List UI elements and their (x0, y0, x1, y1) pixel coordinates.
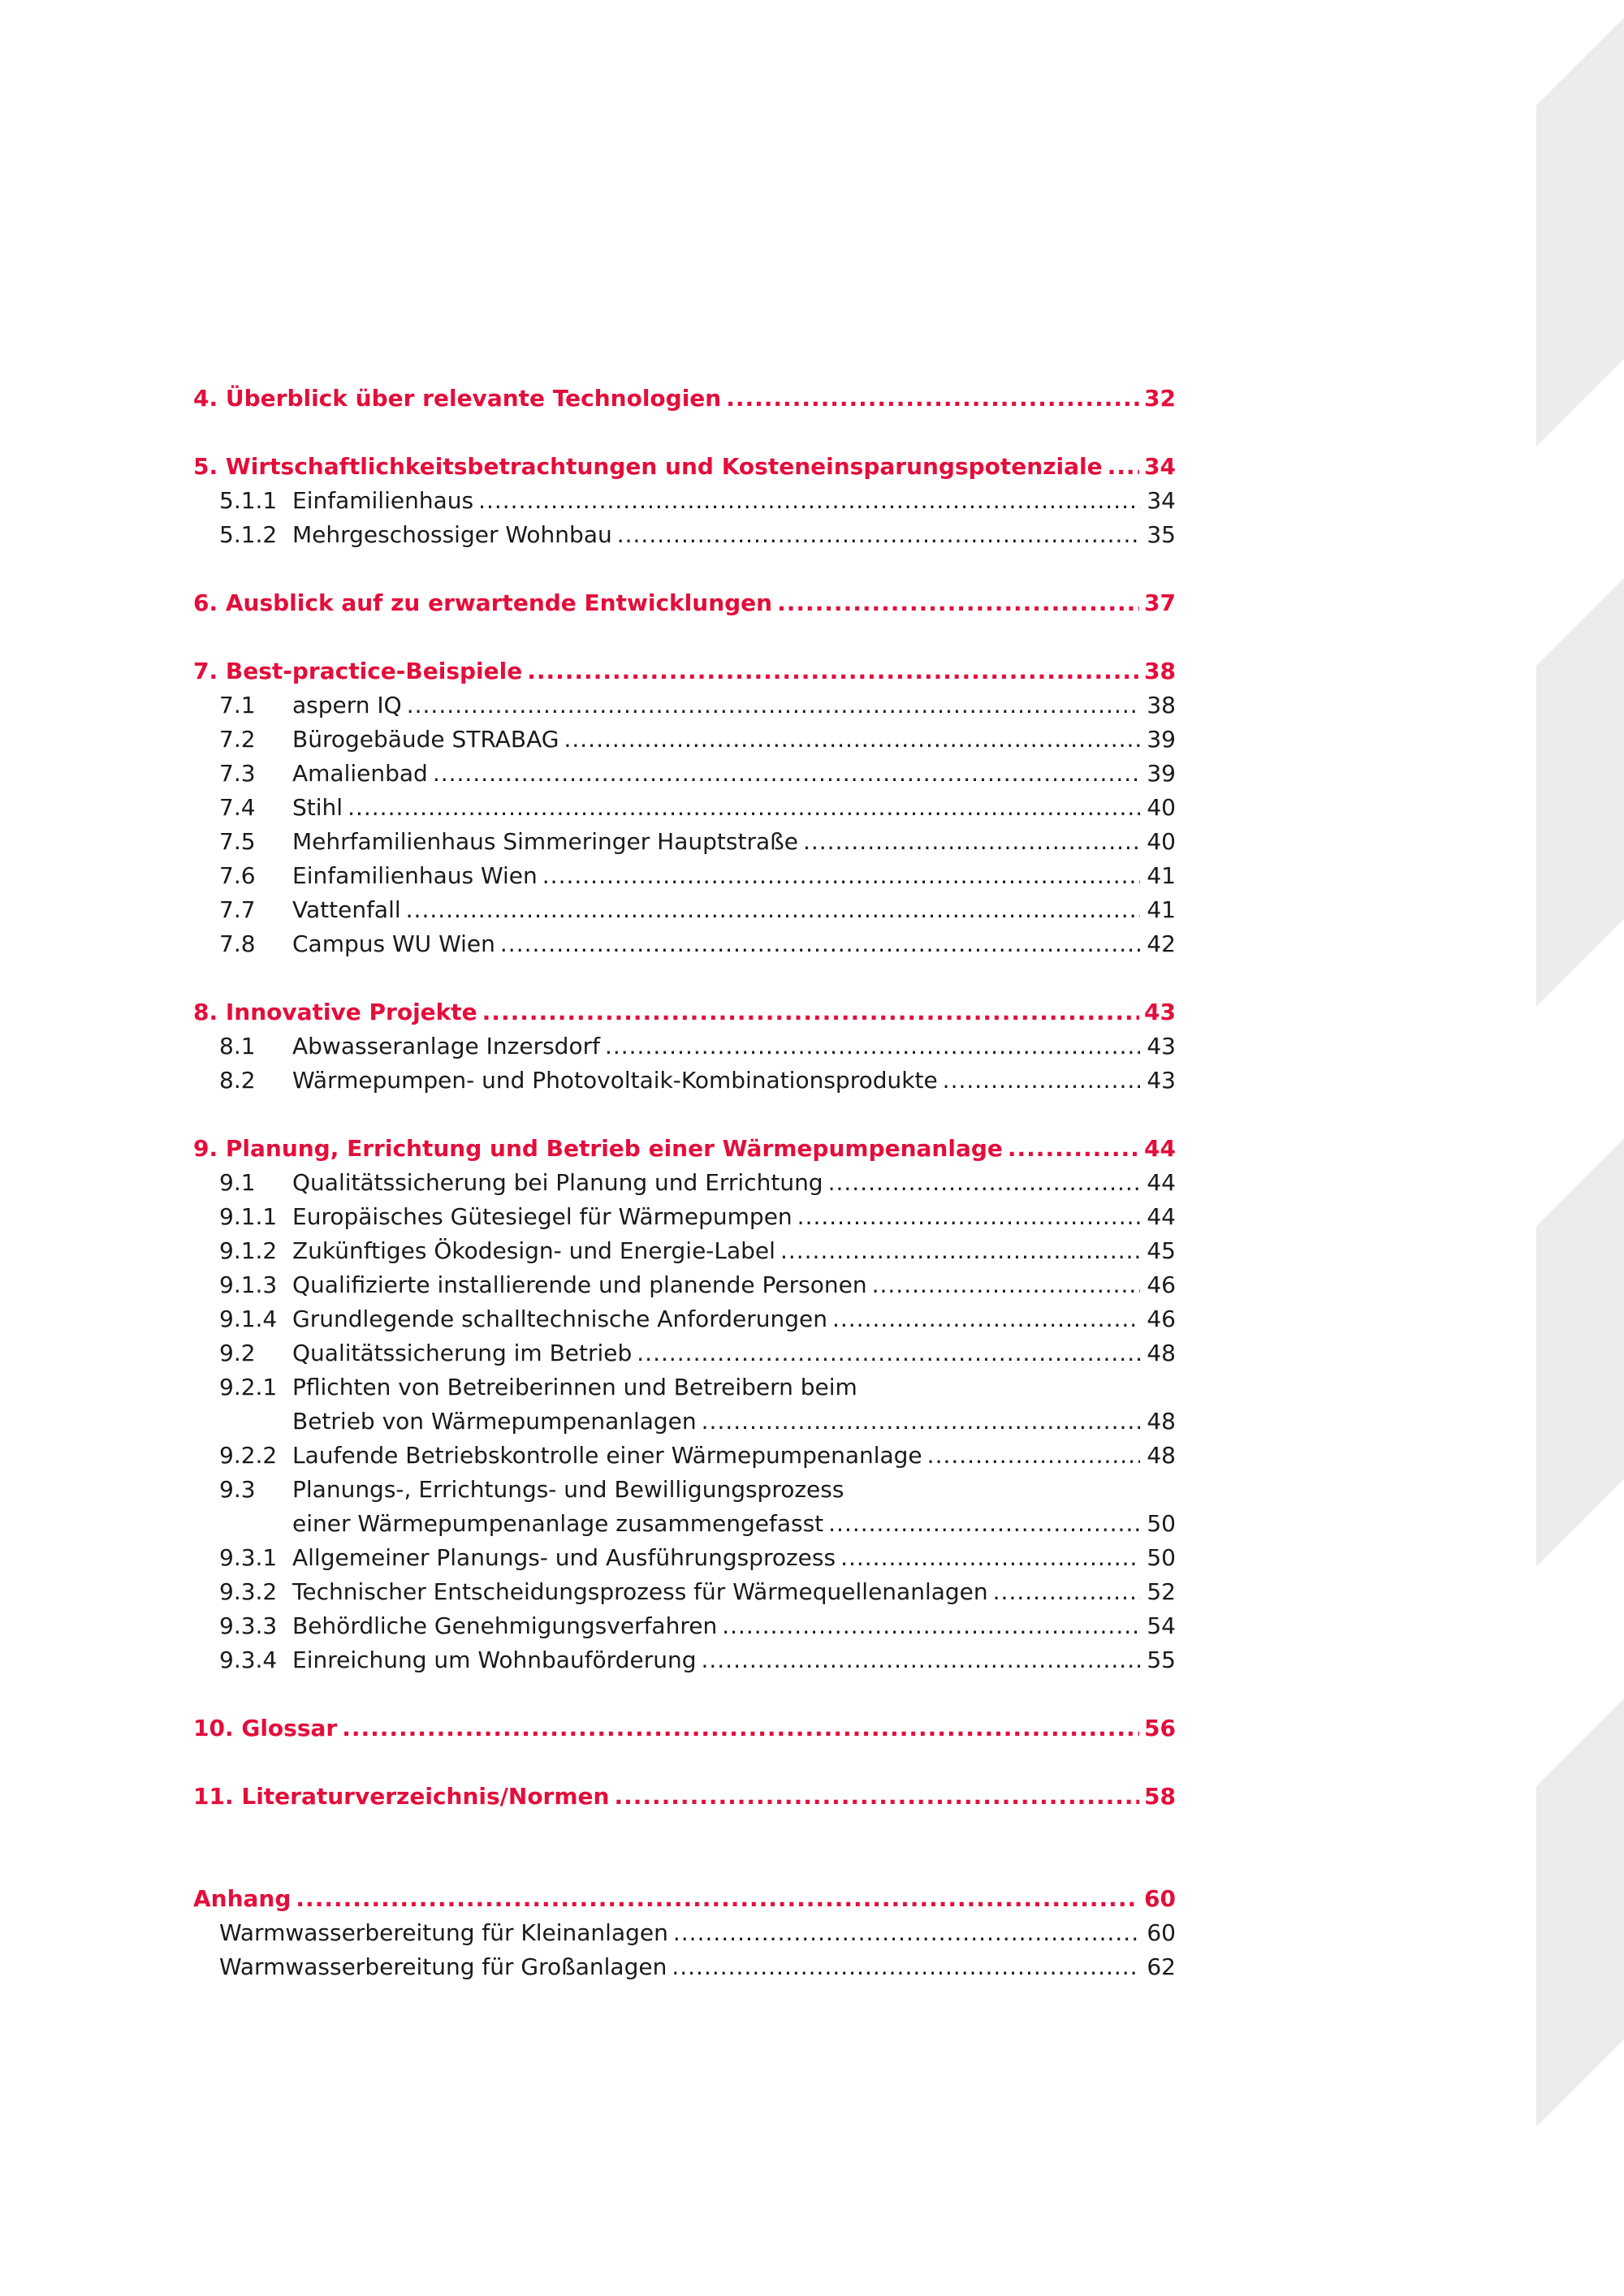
toc-heading-row[interactable] (193, 1780, 1176, 1814)
toc-entry-number: 9.3.2 (219, 1578, 278, 1605)
toc-dot-leader (702, 1405, 1140, 1439)
toc-entry-title: aspern IQ (292, 692, 402, 719)
toc-entry-row[interactable] (193, 1200, 1176, 1234)
toc-page-number: 44 (1147, 1203, 1176, 1230)
toc-entry-title: Abwasseranlage Inzersdorf (292, 1033, 600, 1060)
toc-entry-title: Behördliche Genehmigungsverfahren (292, 1612, 718, 1639)
decorative-stripes (1536, 0, 1624, 2296)
toc-entry-title: Allgemeiner Planungs- und Ausführungsprozess (292, 1544, 836, 1571)
toc-entry-title: Einfamilienhaus Wien (292, 862, 538, 889)
toc-entry-row[interactable] (193, 1302, 1176, 1336)
toc-page-number: 38 (1147, 692, 1176, 719)
toc-entry-row[interactable] (193, 927, 1176, 961)
toc-entry-row[interactable] (193, 1234, 1176, 1268)
toc-dot-leader (840, 1541, 1140, 1575)
toc-entry-number: 5.1.2 (219, 521, 278, 548)
toc-page-number: 46 (1147, 1271, 1176, 1298)
toc-page-number: 60 (1144, 1885, 1176, 1912)
toc-entry-title: Amalienbad (292, 760, 428, 787)
toc-entry-title: Grundlegende schalltechnische Anforderungen (292, 1306, 827, 1332)
toc-entry-title: Bürogebäude STRABAG (292, 726, 559, 753)
toc-entry-title: Mehrfamilienhaus Simmeringer Hauptstraße (292, 828, 798, 855)
toc-dot-leader (993, 1575, 1140, 1609)
toc-entry-row[interactable] (193, 1370, 1176, 1405)
toc-entry-number: 9.2 (219, 1340, 256, 1366)
toc-entry-row[interactable] (193, 757, 1176, 791)
toc-page-number: 40 (1147, 828, 1176, 855)
toc-dot-leader (433, 757, 1140, 791)
toc-dot-leader (617, 518, 1140, 552)
toc-page-number: 43 (1144, 999, 1176, 1025)
toc-entry-row[interactable] (193, 723, 1176, 757)
toc-entry-row[interactable] (193, 1166, 1176, 1200)
toc-page-number: 48 (1147, 1442, 1176, 1469)
toc-entry-number: 9.1.2 (219, 1237, 278, 1264)
toc-dot-leader (637, 1336, 1140, 1370)
toc-dot-leader (482, 995, 1139, 1029)
toc-dot-leader (407, 688, 1140, 723)
toc-dot-leader (542, 859, 1140, 893)
toc-entry-title: Anhang (193, 1885, 292, 1912)
toc-dot-leader (797, 1200, 1140, 1234)
toc-page-number: 48 (1147, 1340, 1176, 1366)
toc-entry-title: Planungs-, Errichtungs- und Bewilligungsprozess (292, 1476, 844, 1503)
toc-page-number: 32 (1144, 385, 1176, 412)
toc-entry-title: Mehrgeschossiger Wohnbau (292, 521, 612, 548)
toc-page-number: 38 (1144, 658, 1176, 684)
toc-entry-title: Pflichten von Betreiberinnen und Betreibern beim (292, 1374, 857, 1400)
toc-dot-leader (1108, 450, 1139, 484)
toc-entry-row[interactable] (193, 1029, 1176, 1064)
toc-entry-title: 7. Best-practice-Beispiele (193, 658, 523, 684)
toc-page-number: 45 (1147, 1237, 1176, 1264)
toc-page-number: 52 (1147, 1578, 1176, 1605)
toc-entry-title: Betrieb von Wärmepumpenanlagen (292, 1408, 697, 1435)
toc-entry-title: 10. Glossar (193, 1715, 338, 1741)
stripe-band (1536, 18, 1624, 447)
toc-entry-row[interactable] (193, 1473, 1176, 1507)
toc-dot-leader (828, 1166, 1140, 1200)
toc-page-number: 42 (1147, 930, 1176, 957)
toc-entry-title: 9. Planung, Errichtung und Betrieb einer Wärmepumpenanlage (193, 1135, 1003, 1162)
toc-entry-title: Wärmepumpen- und Photovoltaik-Kombinationsprodukte (292, 1067, 938, 1094)
toc-dot-leader (701, 1643, 1140, 1677)
toc-entry-row[interactable] (193, 688, 1176, 723)
toc-page-number: 43 (1147, 1033, 1176, 1060)
toc-entry-title: 4. Überblick über relevante Technologien (193, 385, 722, 412)
toc-dot-leader (342, 1711, 1139, 1746)
toc-entry-number: 7.8 (219, 930, 256, 957)
toc-dot-leader (672, 1950, 1140, 1984)
toc-page-number: 55 (1147, 1646, 1176, 1673)
toc-entry-row[interactable] (193, 1609, 1176, 1643)
toc-entry-number: 9.1 (219, 1169, 256, 1196)
toc-dot-leader (1008, 1132, 1139, 1166)
toc-page-number: 44 (1144, 1135, 1176, 1162)
toc-entry-row[interactable] (193, 1439, 1176, 1473)
toc-page-number: 50 (1147, 1510, 1176, 1537)
toc-entry-number: 9.1.4 (219, 1306, 278, 1332)
toc-entry-title: Laufende Betriebskontrolle einer Wärmepumpenanlage (292, 1442, 922, 1469)
toc-entry-title: Campus WU Wien (292, 930, 495, 957)
toc-entry-row[interactable] (193, 825, 1176, 859)
toc-entry-row[interactable] (193, 518, 1176, 552)
toc-dot-leader (296, 1882, 1139, 1916)
toc-dot-leader (673, 1916, 1140, 1950)
toc-entry-row[interactable] (193, 1507, 1176, 1541)
stripe-band (1536, 578, 1624, 1007)
toc-entry-number: 9.3.3 (219, 1612, 278, 1639)
toc-page-number: 62 (1147, 1953, 1176, 1980)
toc-entry-row[interactable] (193, 1575, 1176, 1609)
toc-entry-number: 7.2 (219, 726, 256, 753)
toc-dot-leader (828, 1507, 1140, 1541)
toc-page-number: 54 (1147, 1612, 1176, 1639)
stripe-band (1536, 1698, 1624, 2127)
toc-entry-title: Warmwasserbereitung für Kleinanlagen (219, 1919, 668, 1946)
toc-entry-row[interactable] (193, 1541, 1176, 1575)
table-of-contents (193, 0, 1176, 2296)
toc-entry-number: 7.6 (219, 862, 256, 889)
toc-page-number: 48 (1147, 1408, 1176, 1435)
toc-entry-title: Zukünftiges Ökodesign- und Energie-Label (292, 1237, 775, 1264)
toc-page-number: 46 (1147, 1306, 1176, 1332)
toc-dot-leader (777, 586, 1139, 620)
toc-dot-leader (722, 1609, 1140, 1643)
toc-heading-row[interactable] (193, 1882, 1176, 1916)
toc-heading-row[interactable] (193, 1132, 1176, 1166)
toc-entry-row[interactable] (193, 1950, 1176, 1984)
toc-entry-number: 7.4 (219, 794, 256, 821)
toc-page-number: 34 (1147, 487, 1176, 514)
toc-entry-title: 5. Wirtschaftlichkeitsbetrachtungen und Kosteneinsparungspotenziale (193, 453, 1103, 480)
toc-entry-number: 7.7 (219, 896, 256, 923)
toc-entry-number: 7.1 (219, 692, 256, 719)
toc-page-number: 35 (1147, 521, 1176, 548)
toc-heading-row[interactable] (193, 654, 1176, 688)
toc-entry-title: einer Wärmepumpenanlage zusammengefasst (292, 1510, 824, 1537)
toc-heading-row[interactable] (193, 1711, 1176, 1746)
toc-dot-leader (478, 484, 1140, 518)
toc-entry-row[interactable] (193, 1916, 1176, 1950)
toc-entry-title: 11. Literaturverzeichnis/Normen (193, 1783, 610, 1810)
toc-entry-title: Vattenfall (292, 896, 401, 923)
toc-entry-row[interactable] (193, 791, 1176, 825)
toc-dot-leader (614, 1780, 1139, 1814)
toc-entry-title: Stihl (292, 794, 343, 821)
toc-dot-leader (564, 723, 1140, 757)
toc-entry-number: 7.3 (219, 760, 256, 787)
toc-entry-row[interactable] (193, 893, 1176, 927)
toc-entry-number: 9.3 (219, 1476, 256, 1503)
toc-heading-row[interactable] (193, 586, 1176, 620)
toc-entry-row[interactable] (193, 484, 1176, 518)
toc-entry-number: 9.1.3 (219, 1271, 278, 1298)
toc-entry-number: 7.5 (219, 828, 256, 855)
toc-dot-leader (872, 1268, 1140, 1302)
toc-page-number: 34 (1144, 453, 1176, 480)
toc-dot-leader (527, 654, 1139, 688)
toc-entry-title: 8. Innovative Projekte (193, 999, 477, 1025)
toc-page-number: 60 (1147, 1919, 1176, 1946)
toc-entry-number: 9.1.1 (219, 1203, 278, 1230)
toc-entry-row[interactable] (193, 1405, 1176, 1439)
toc-heading-row[interactable] (193, 450, 1176, 484)
toc-dot-leader (348, 791, 1140, 825)
toc-entry-title: Europäisches Gütesiegel für Wärmepumpen (292, 1203, 793, 1230)
toc-page-number: 44 (1147, 1169, 1176, 1196)
toc-entry-number: 9.3.1 (219, 1544, 278, 1571)
toc-dot-leader (726, 382, 1139, 416)
toc-page-number: 37 (1144, 589, 1176, 616)
toc-page-number: 50 (1147, 1544, 1176, 1571)
toc-page-number: 41 (1147, 896, 1176, 923)
toc-entry-row[interactable] (193, 1336, 1176, 1370)
toc-entry-number: 9.2.2 (219, 1442, 278, 1469)
toc-entry-number: 9.3.4 (219, 1646, 278, 1673)
toc-heading-row[interactable] (193, 995, 1176, 1029)
toc-dot-leader (500, 927, 1140, 961)
toc-entry-number: 9.2.1 (219, 1374, 278, 1400)
toc-entry-row[interactable] (193, 1643, 1176, 1677)
toc-entry-title: Warmwasserbereitung für Großanlagen (219, 1953, 667, 1980)
toc-page-number: 56 (1144, 1715, 1176, 1741)
toc-dot-leader (406, 893, 1140, 927)
toc-dot-leader (780, 1234, 1140, 1268)
toc-entry-number: 5.1.1 (219, 487, 278, 514)
toc-entry-number: 8.1 (219, 1033, 256, 1060)
toc-entry-row[interactable] (193, 1268, 1176, 1302)
toc-entry-number: 8.2 (219, 1067, 256, 1094)
toc-entry-title: Qualitätssicherung im Betrieb (292, 1340, 633, 1366)
toc-page-number: 41 (1147, 862, 1176, 889)
toc-entry-row[interactable] (193, 1064, 1176, 1098)
toc-entry-title: Einfamilienhaus (292, 487, 474, 514)
toc-dot-leader (832, 1302, 1140, 1336)
toc-dot-leader (927, 1439, 1140, 1473)
toc-entry-row[interactable] (193, 859, 1176, 893)
toc-dot-leader (803, 825, 1140, 859)
toc-dot-leader (605, 1029, 1140, 1064)
toc-dot-leader (943, 1064, 1140, 1098)
toc-entry-title: Einreichung um Wohnbauförderung (292, 1646, 697, 1673)
toc-page-number: 40 (1147, 794, 1176, 821)
toc-entry-title: 6. Ausblick auf zu erwartende Entwicklungen (193, 589, 773, 616)
toc-heading-row[interactable] (193, 382, 1176, 416)
toc-page-number: 39 (1147, 726, 1176, 753)
toc-page-number: 43 (1147, 1067, 1176, 1094)
toc-entry-title: Qualitätssicherung bei Planung und Errichtung (292, 1169, 823, 1196)
toc-entry-title: Qualifizierte installierende und planende Personen (292, 1271, 867, 1298)
toc-page-number: 58 (1144, 1783, 1176, 1810)
toc-entry-title: Technischer Entscheidungsprozess für Wärmequellenanlagen (292, 1578, 988, 1605)
stripe-band (1536, 1138, 1624, 1567)
toc-page-number: 39 (1147, 760, 1176, 787)
